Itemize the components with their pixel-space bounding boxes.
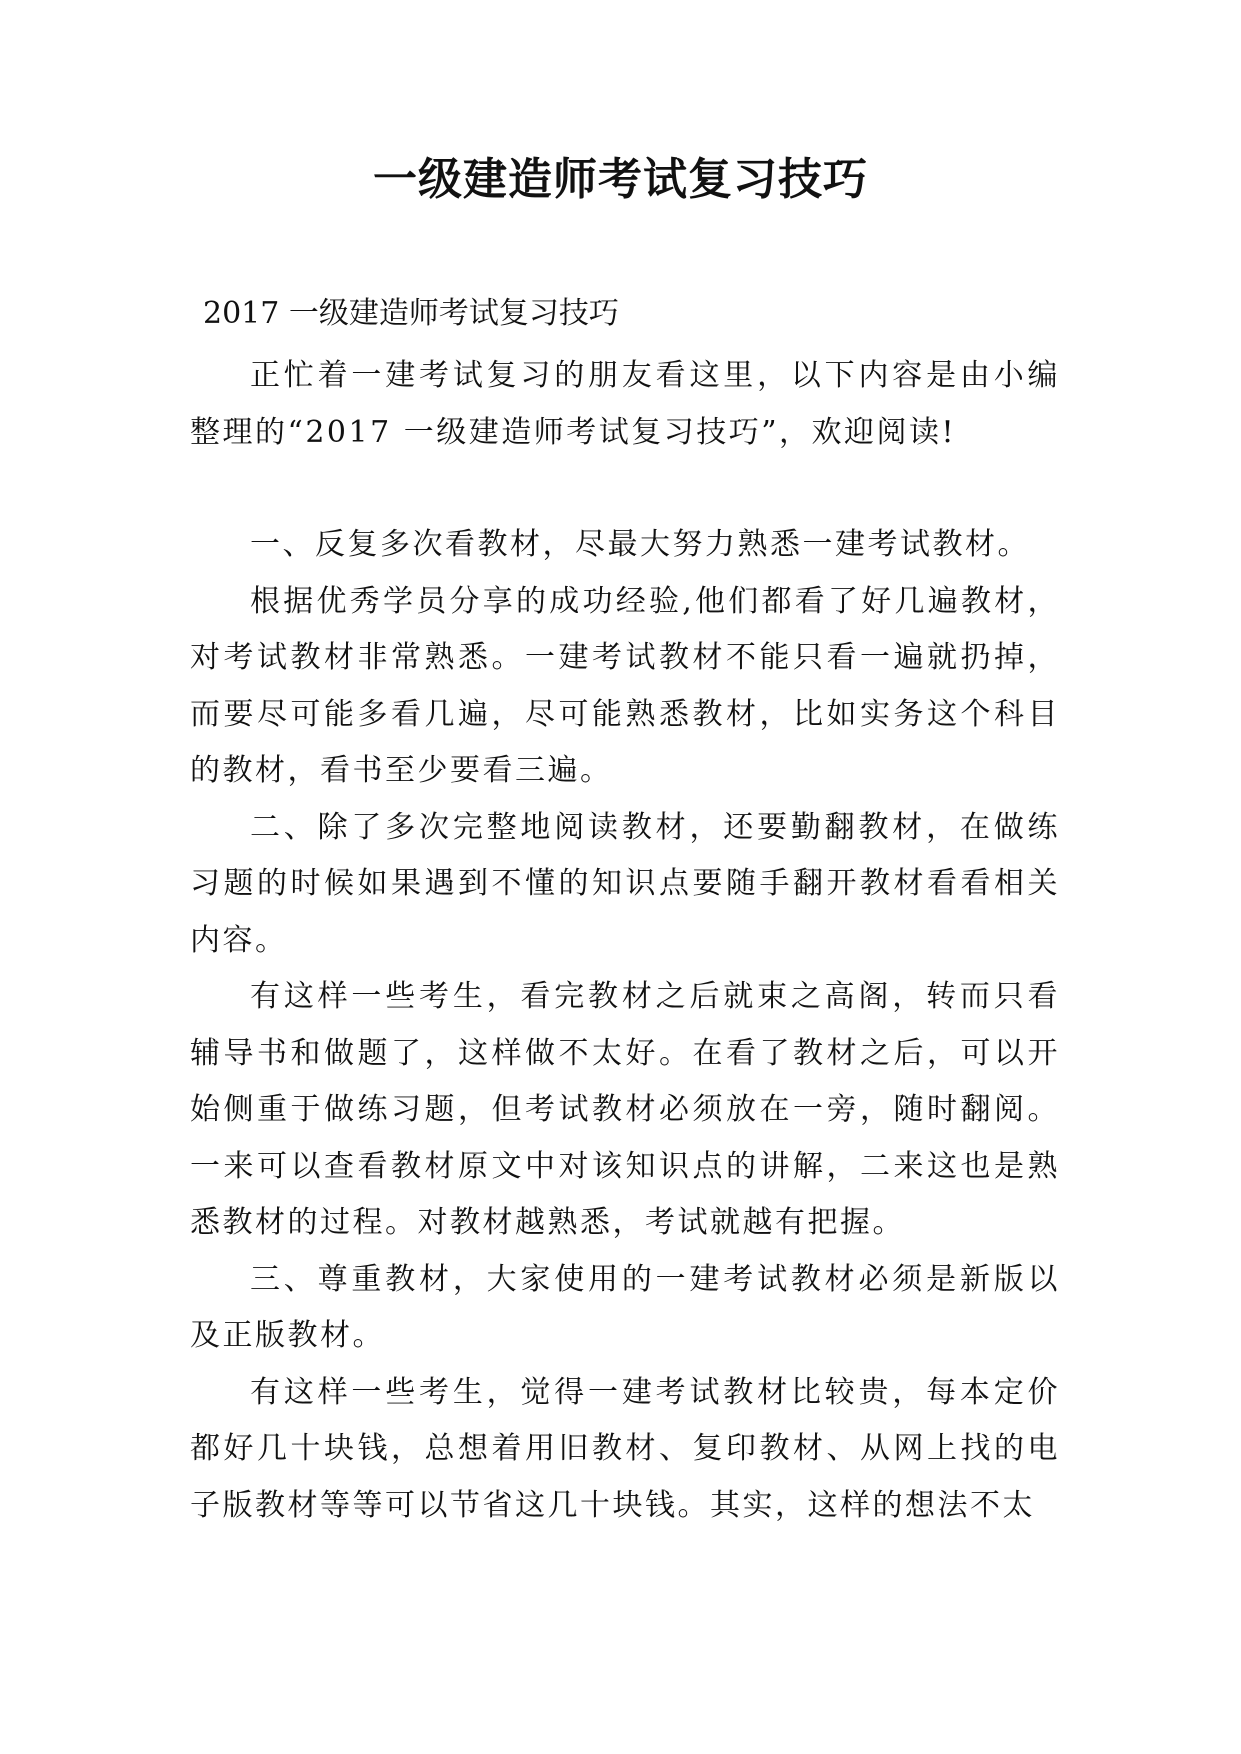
document-subtitle: 2017 一级建造师考试复习技巧 bbox=[203, 296, 619, 331]
paragraph-1-body: 根据优秀学员分享的成功经验,他们都看了好几遍教材，对考试教材非常熟悉。一建考试教材不能只看一遍就扔掉，而要尽可能多看几遍，尽可能熟悉教材，比如实务这个科目的教材，看书至少要看三遍。 bbox=[190, 583, 1060, 788]
document-title: 一级建造师考试复习技巧 bbox=[373, 154, 868, 205]
paragraph-3: 三、尊重教材，大家使用的一建考试教材必须是新版以及正版教材。 bbox=[190, 1261, 1060, 1353]
paragraph-2-body: 有这样一些考生，看完教材之后就束之高阁，转而只看辅导书和做题了，这样做不太好。在看了教材之后，可以开始侧重于做练习题，但考试教材必须放在一旁，随时翻阅。一来可以查看教材原文中对该知识点的讲解，二来这也是熟悉教材的过程。对教材越熟悉，考试就越有把握。 bbox=[190, 979, 1060, 1240]
paragraph-heading-1: 一、反复多次看教材，尽最大努力熟悉一建考试教材。 bbox=[250, 527, 1030, 562]
paragraph-spacer bbox=[190, 461, 1060, 517]
paragraph-2: 二、除了多次完整地阅读教材，还要勤翻教材，在做练习题的时候如果遇到不懂的知识点要随手翻开教材看看相关内容。 bbox=[190, 809, 1060, 958]
paragraph-3-body: 有这样一些考生，觉得一建考试教材比较贵，每本定价都好几十块钱，总想着用旧教材、复印教材、从网上找的电子版教材等等可以节省这几十块钱。其实，这样的想法不太 bbox=[190, 1374, 1060, 1523]
paragraph-intro: 正忙着一建考试复习的朋友看这里，以下内容是由小编整理的“2017 一级建造师考试复习技巧”，欢迎阅读! bbox=[190, 358, 1060, 450]
document-body bbox=[190, 348, 1060, 1534]
